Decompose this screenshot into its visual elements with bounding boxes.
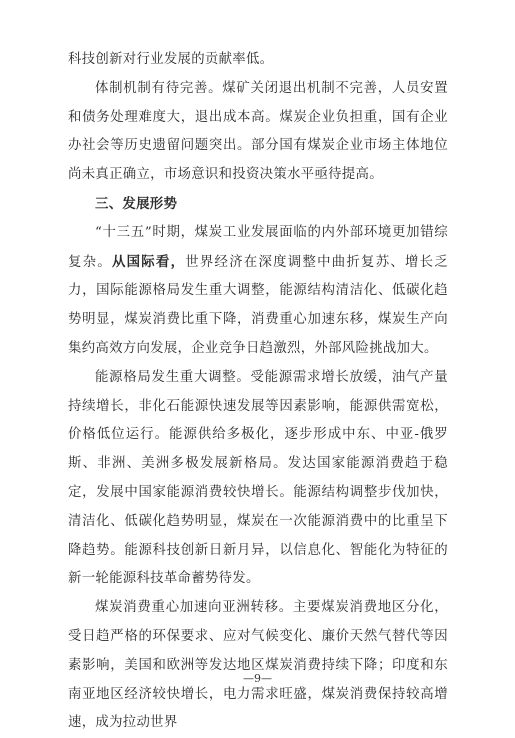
paragraph-1: 科技创新对行业发展的贡献率低。 (68, 52, 274, 67)
page-number: —9— (243, 672, 272, 685)
paragraph-3-lead: 从国际看， (111, 253, 186, 270)
paragraph-3-intro: “十三五”时期，煤炭工业发展面临的内外部环境更加错综复杂。 (68, 224, 448, 270)
paragraph-3 (68, 219, 448, 364)
paragraph-4: 能源格局发生重大调整。受能源需求增长放缓，油气产量持续增长，非化石能源快速发展等因素影响，能源供需宽松，价格低位运行。能源供给多极化，逐步形成中东、中亚-俄罗斯、非洲、美洲多极发展新格局。发达国家能源消费趋于稳定，发展中国家能源消费较快增长。能源结构调整步伐加快，清洁化、低碳化趋势明显，煤炭在一次能源消费中的比重呈下降趋势。能源科技创新日新月异，以信息化、智能化为特征的新一轮能源科技革命蓄势待发。 (68, 369, 448, 587)
section-heading: 三、发展形势 (95, 195, 178, 212)
paragraph-3-rest: 世界经济在深度调整中曲折复苏、增长乏力，国际能源格局发生重大调整，能源结构清洁化、低碳化趋势明显，煤炭消费比重下降，消费重心加速东移，煤炭生产向集约高效方向发展，企业竞争日趋激烈，外部风险挑战加大。 (68, 254, 449, 356)
paragraph-2: 体制机制有待完善。煤矿关闭退出机制不完善，人员安置和债务处理难度大，退出成本高。煤炭企业负担重，国有企业办社会等历史遗留问题突出。部分国有煤炭企业市场主体地位尚未真正确立，市场意识和投资决策水平亟待提高。 (68, 80, 448, 183)
document-body (68, 48, 448, 738)
paragraph-5: 煤炭消费重心加速向亚洲转移。主要煤炭消费地区分化，受日趋严格的环保要求、应对气候变化、廉价天然气替代等因素影响，美国和欧洲等发达地区煤炭消费持续下降；印度和东南亚地区经济较快增长，电力需求旺盛，煤炭消费保持较高增速，成为拉动世界 (68, 600, 448, 731)
